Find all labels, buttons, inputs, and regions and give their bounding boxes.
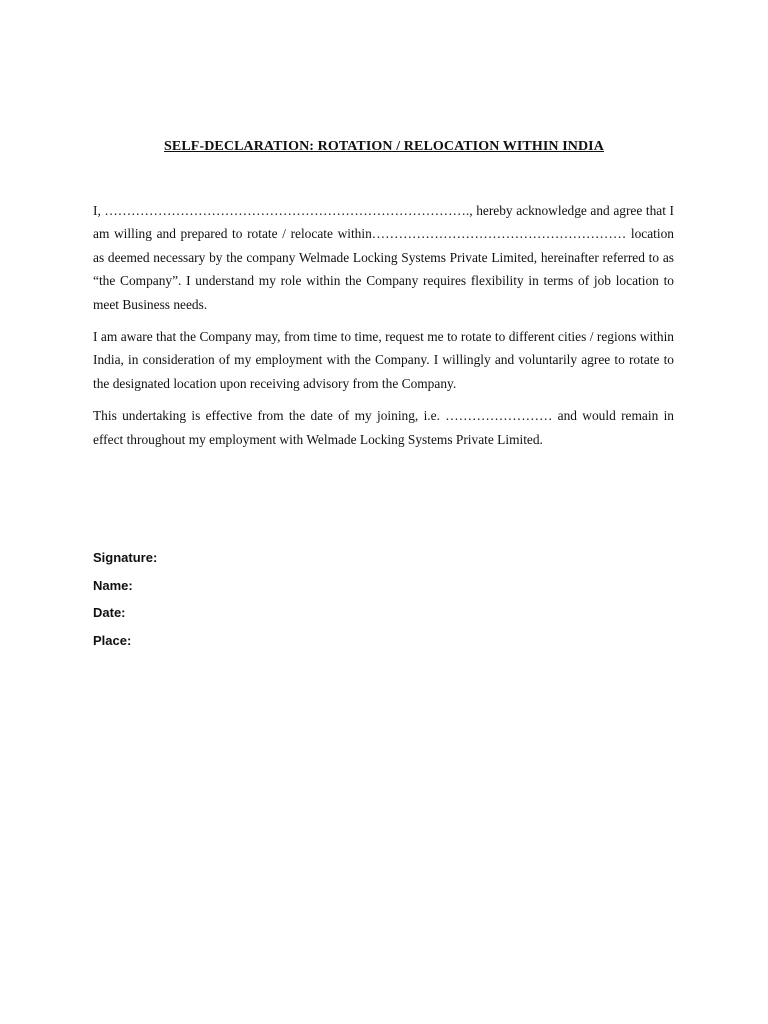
date-label: Date: <box>93 605 126 620</box>
signature-block <box>93 548 157 658</box>
place-label: Place: <box>93 632 132 648</box>
signature-label: Signature: <box>93 550 158 565</box>
name-label: Name: <box>93 577 133 593</box>
paragraph-acknowledgement: I, ………………………………………………………………………., hereby acknowledge and agree that I am willing and prepared to rotate / relocate within………………………………………………… location as deemed necessary by the company Welmade Locking Systems Private Limited, hereinafter referred to as “the Company”. I understand my role within the Company requires flexibility in terms of job location to meet Business needs. <box>93 203 674 312</box>
declaration-body <box>93 199 674 460</box>
document-title: SELF-DECLARATION: ROTATION / RELOCATION WITHIN INDIA <box>164 139 604 154</box>
paragraph-awareness: I am aware that the Company may, from time to time, request me to rotate to different cities / regions within India, in consideration of my employment with the Company. I willingly and voluntarily agree to rotate to the designated location upon receiving advisory from the Company. <box>93 329 674 391</box>
paragraph-undertaking: This undertaking is effective from the date of my joining, i.e. …………………… and would remain in effect throughout my employment with Welmade Locking Systems Private Limited. <box>93 408 674 447</box>
